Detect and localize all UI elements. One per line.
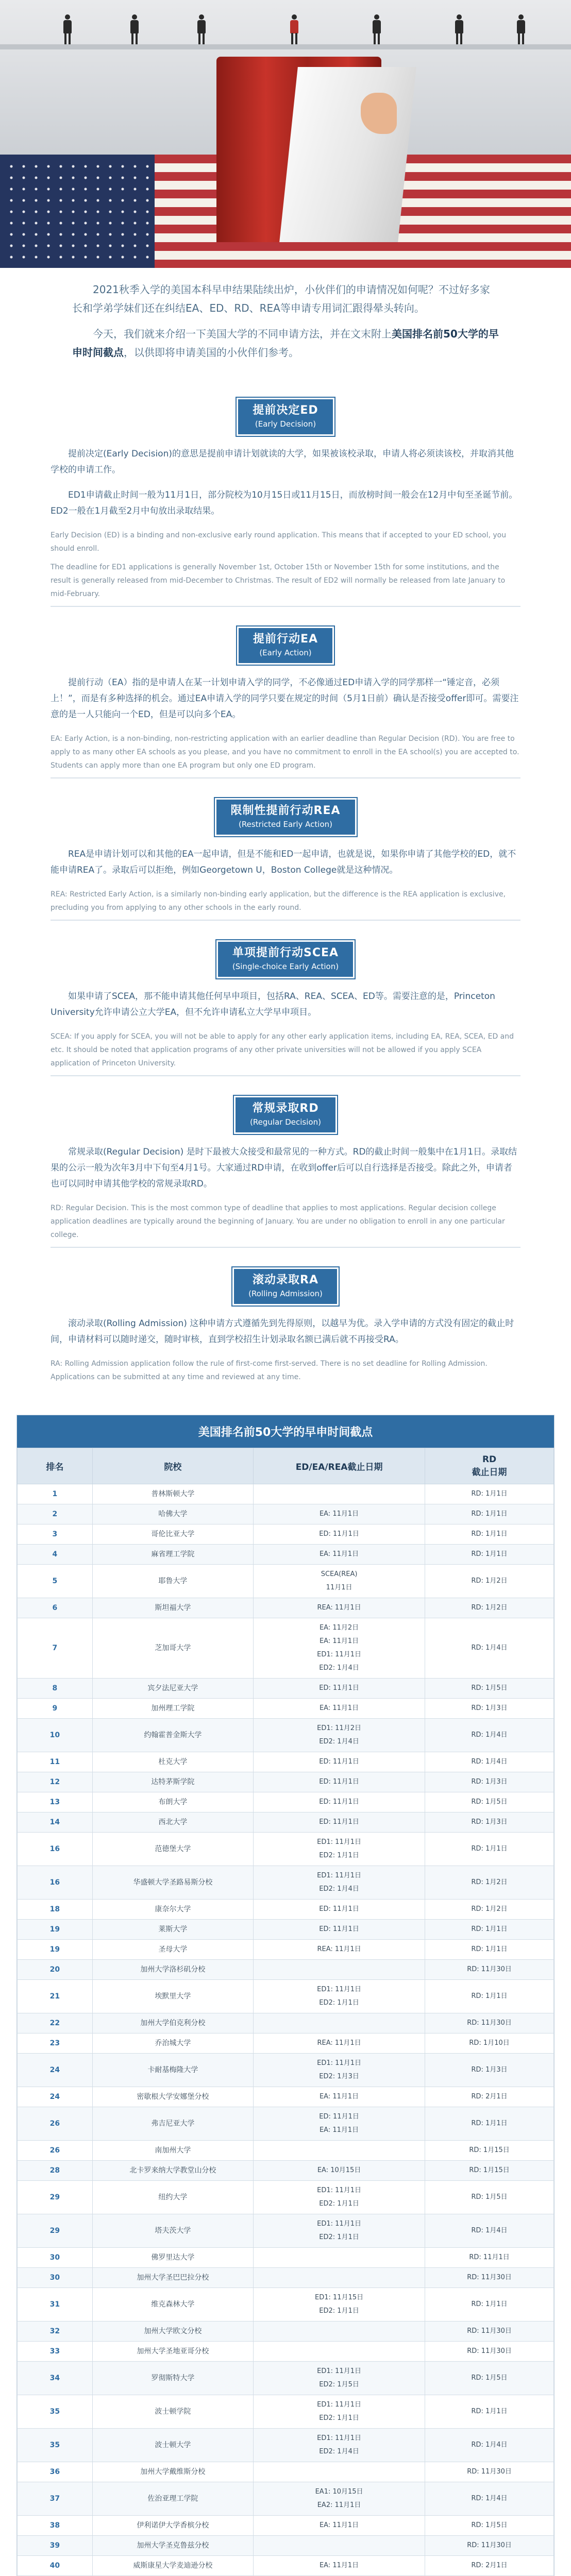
table-row bbox=[18, 1920, 554, 1940]
cell-school: 密歇根大学安娜堡分校 bbox=[92, 2087, 253, 2107]
table-row bbox=[18, 1960, 554, 1980]
section-en-paragraph: RD: Regular Decision. This is the most common type of deadline that applies to most applications. Regular decision college application deadlines are typically around the beginning of January. You are under no obligation to enroll in any one particular college. bbox=[51, 1204, 505, 1239]
cell-rank: 8 bbox=[18, 1679, 93, 1699]
section-tag bbox=[231, 1266, 340, 1307]
cell-rank: 4 bbox=[18, 1545, 93, 1565]
table-row bbox=[18, 1833, 554, 1866]
cell-rank: 26 bbox=[18, 2107, 93, 2141]
cell-early-deadline bbox=[254, 2248, 425, 2268]
table-header-row bbox=[18, 1448, 554, 1484]
section-rd bbox=[35, 1095, 536, 1253]
section-en-paragraph: The deadline for ED1 applications is generally November 1st, October 15th or November 15th for some institutions, and the result is generally released from mid-December to Christmas. The result of ED2 will normally be released from late January to mid-February. bbox=[51, 563, 506, 598]
cell-rank: 13 bbox=[18, 1792, 93, 1812]
us-flag-stars-icon bbox=[5, 161, 149, 262]
cell-rank: 3 bbox=[18, 1524, 93, 1545]
table-row bbox=[18, 2013, 554, 2033]
cell-school: 加州理工学院 bbox=[92, 1699, 253, 1719]
table-row bbox=[18, 1866, 554, 1900]
cell-school: 斯坦福大学 bbox=[92, 1598, 253, 1618]
cell-school: 华盛顿大学圣路易斯分校 bbox=[92, 1866, 253, 1900]
cell-rd-deadline: RD: 1月15日 bbox=[425, 2161, 554, 2181]
cell-rd-deadline: RD: 1月5日 bbox=[425, 2181, 554, 2214]
cell-rd-deadline: RD: 1月1日 bbox=[425, 1940, 554, 1960]
divider bbox=[51, 920, 520, 921]
cell-rd-deadline: RD: 1月5日 bbox=[425, 1792, 554, 1812]
table-row bbox=[18, 2516, 554, 2536]
cell-rd-deadline: RD: 1月2日 bbox=[425, 1565, 554, 1598]
cell-early-deadline: ED1: 11月1日 ED2: 1月4日 bbox=[254, 1866, 425, 1900]
hero-ledge bbox=[0, 44, 571, 49]
cell-rank: 20 bbox=[18, 1960, 93, 1980]
col-header-rank: 排名 bbox=[18, 1448, 93, 1484]
intro-p2-pre: 今天，我们就来介绍一下美国大学的不同申请方法，并在文末附上 bbox=[93, 328, 392, 340]
cell-early-deadline: ED: 11月1日 bbox=[254, 1920, 425, 1940]
cell-rd-deadline: RD: 11月30日 bbox=[425, 2321, 554, 2342]
section-cn-paragraph: 滚动录取(Rolling Admission) 这种申请方式遵循先到先得原则，以越早为优。录入学申请的方式没有固定的截止时间，申请材料可以随时递交，随时审核，直到学校招生计划录取名额已满后就不再接受RA。 bbox=[51, 1318, 514, 1345]
hero-illustration bbox=[0, 0, 571, 268]
cell-rank: 29 bbox=[18, 2214, 93, 2248]
table-row bbox=[18, 2288, 554, 2321]
section-ra bbox=[35, 1266, 536, 1394]
cell-school: 加州大学伯克利分校 bbox=[92, 2013, 253, 2033]
cell-school: 加州大学戴维斯分校 bbox=[92, 2462, 253, 2482]
figure-icon bbox=[371, 14, 382, 44]
cell-early-deadline: ED: 11月1日 bbox=[254, 1524, 425, 1545]
cell-rank: 16 bbox=[18, 1833, 93, 1866]
cell-rd-deadline: RD: 1月1日 bbox=[425, 1504, 554, 1524]
cell-rank: 18 bbox=[18, 1900, 93, 1920]
table-row bbox=[18, 1618, 554, 1679]
table-row bbox=[18, 1679, 554, 1699]
table-row bbox=[18, 2536, 554, 2556]
cell-early-deadline: ED1: 11月1日 ED2: 1月1日 bbox=[254, 2181, 425, 2214]
cell-rank: 2 bbox=[18, 1504, 93, 1524]
cell-school: 伊利诺伊大学香槟分校 bbox=[92, 2516, 253, 2536]
cell-rank: 36 bbox=[18, 2462, 93, 2482]
section-en-title: (Single-choice Early Action) bbox=[232, 962, 339, 971]
cell-rank: 5 bbox=[18, 1565, 93, 1598]
cell-school: 加州大学圣地亚哥分校 bbox=[92, 2342, 253, 2362]
cell-rank: 37 bbox=[18, 2482, 93, 2516]
table-row bbox=[18, 1524, 554, 1545]
cell-school: 波士顿学院 bbox=[92, 2395, 253, 2429]
table-row bbox=[18, 1792, 554, 1812]
cell-rd-deadline: RD: 1月15日 bbox=[425, 2141, 554, 2161]
figure-icon bbox=[196, 14, 207, 44]
cell-school: 加州大学洛杉矶分校 bbox=[92, 1960, 253, 1980]
cell-early-deadline: REA: 11月1日 bbox=[254, 2033, 425, 2054]
cell-rank: 35 bbox=[18, 2429, 93, 2462]
cell-rd-deadline: RD: 1月2日 bbox=[425, 1598, 554, 1618]
cell-rd-deadline: RD: 1月10日 bbox=[425, 2033, 554, 2054]
table-row bbox=[18, 1504, 554, 1524]
cell-rd-deadline: RD: 1月5日 bbox=[425, 2362, 554, 2395]
cell-rank: 26 bbox=[18, 2141, 93, 2161]
cell-early-deadline: EA1: 10月15日 EA2: 11月1日 bbox=[254, 2482, 425, 2516]
cell-rank: 10 bbox=[18, 1719, 93, 1752]
cell-rd-deadline: RD: 1月1日 bbox=[425, 1484, 554, 1504]
cell-rd-deadline: RD: 1月4日 bbox=[425, 1719, 554, 1752]
cell-early-deadline: ED: 11月1日 bbox=[254, 1900, 425, 1920]
cell-rank: 6 bbox=[18, 1598, 93, 1618]
section-en-title: (Regular Decision) bbox=[250, 1117, 321, 1127]
section-cn-paragraph: REA是申请计划可以和其他的EA一起申请，但是不能和ED一起申请，也就是说，如果你申请了其他学校的ED，就不能申请REA了。录取后可以拒绝，例如Georgetown U，Boston College就是这种情况。 bbox=[51, 849, 516, 875]
section-cn-title: 限制性提前行动REA bbox=[230, 804, 341, 817]
col-header-school: 院校 bbox=[92, 1448, 253, 1484]
cell-rd-deadline: RD: 1月1日 bbox=[425, 1980, 554, 2013]
cell-school: 布朗大学 bbox=[92, 1792, 253, 1812]
section-cn-paragraph: 常规录取(Regular Decision) 是时下最被大众接受和最常见的一种方式。RD的截止时间一般集中在1月1日。录取结果的公示一般为次年3月中下旬至4月1号。大家通过RD申请，在收到offer后可以自行选择是否接受。除此之外，申请者也可以同时申请其他学校的常规录取RD。 bbox=[51, 1147, 517, 1189]
cell-early-deadline bbox=[254, 2013, 425, 2033]
cell-early-deadline bbox=[254, 2462, 425, 2482]
cell-school: 莱斯大学 bbox=[92, 1920, 253, 1940]
cell-early-deadline: EA: 11月1日 bbox=[254, 1504, 425, 1524]
cell-early-deadline bbox=[254, 2342, 425, 2362]
section-cn-title: 滚动录取RA bbox=[253, 1274, 318, 1286]
cell-school: 南加州大学 bbox=[92, 2141, 253, 2161]
cell-rd-deadline: RD: 1月3日 bbox=[425, 2054, 554, 2087]
cell-rd-deadline: RD: 1月3日 bbox=[425, 1812, 554, 1833]
cell-school: 普林斯顿大学 bbox=[92, 1484, 253, 1504]
cell-rank: 16 bbox=[18, 1866, 93, 1900]
cell-school: 耶鲁大学 bbox=[92, 1565, 253, 1598]
section-en-paragraph: EA: Early Action, is a non-binding, non-restricting application with an earlier deadline than Regular Decision (RD). You are free to apply to as many other EA schools as you please, and you have no commitment to enroll in the EA school(s) you are accepted to. Students can apply more than one EA program but only one ED program. bbox=[51, 735, 519, 770]
cell-early-deadline: ED1: 11月15日 ED2: 1月1日 bbox=[254, 2288, 425, 2321]
cell-school: 加州大学圣克鲁兹分校 bbox=[92, 2536, 253, 2556]
cell-early-deadline: ED1: 11月1日 ED2: 1月5日 bbox=[254, 2362, 425, 2395]
cell-early-deadline: ED: 11月1日 bbox=[254, 1812, 425, 1833]
cell-early-deadline: ED: 11月1日 EA: 11月1日 bbox=[254, 2107, 425, 2141]
table-row bbox=[18, 2087, 554, 2107]
section-tag bbox=[236, 397, 335, 437]
figure-icon bbox=[515, 14, 527, 44]
table-row bbox=[18, 1752, 554, 1772]
cell-rd-deadline: RD: 11月30日 bbox=[425, 2268, 554, 2288]
section-en-paragraph: REA: Restricted Early Action, is a similarly non-binding early application, but the difference is the REA application is exclusive, precluding you from applying to any other schools in the early round. bbox=[51, 890, 506, 912]
cell-school: 纽约大学 bbox=[92, 2181, 253, 2214]
cell-school: 约翰霍普金斯大学 bbox=[92, 1719, 253, 1752]
section-tag bbox=[214, 797, 358, 837]
cell-early-deadline: ED1: 11月2日 ED2: 1月4日 bbox=[254, 1719, 425, 1752]
deadline-table bbox=[16, 1415, 555, 2576]
figure-icon bbox=[454, 14, 465, 44]
table-row bbox=[18, 1545, 554, 1565]
table-row bbox=[18, 2362, 554, 2395]
cell-school: 达特茅斯学院 bbox=[92, 1772, 253, 1792]
cell-rank: 7 bbox=[18, 1618, 93, 1679]
section-ea bbox=[35, 625, 536, 784]
cell-rank: 21 bbox=[18, 1980, 93, 2013]
cell-school: 佐治亚理工学院 bbox=[92, 2482, 253, 2516]
cell-rd-deadline: RD: 1月4日 bbox=[425, 1618, 554, 1679]
cell-school: 宾夕法尼亚大学 bbox=[92, 1679, 253, 1699]
cell-rank: 40 bbox=[18, 2556, 93, 2576]
cell-rank: 19 bbox=[18, 1940, 93, 1960]
table-row bbox=[18, 2033, 554, 2054]
table-row bbox=[18, 1900, 554, 1920]
cell-early-deadline: EA: 11月1日 bbox=[254, 2516, 425, 2536]
cell-rank: 28 bbox=[18, 2161, 93, 2181]
table-body bbox=[18, 1484, 554, 2576]
table-row bbox=[18, 2556, 554, 2576]
cell-rank: 33 bbox=[18, 2342, 93, 2362]
table-row bbox=[18, 2054, 554, 2087]
cell-rd-deadline: RD: 1月1日 bbox=[425, 2395, 554, 2429]
table-row bbox=[18, 2248, 554, 2268]
col-header-rd-deadline: RD 截止日期 bbox=[425, 1448, 554, 1484]
cell-rank: 34 bbox=[18, 2362, 93, 2395]
cell-school: 北卡罗来纳大学教堂山分校 bbox=[92, 2161, 253, 2181]
cell-rd-deadline: RD: 1月4日 bbox=[425, 1752, 554, 1772]
section-cn-title: 提前决定ED bbox=[253, 404, 318, 417]
section-tag bbox=[233, 1095, 338, 1135]
cell-early-deadline: EA: 11月1日 bbox=[254, 2556, 425, 2576]
cell-early-deadline: EA: 11月1日 bbox=[254, 1545, 425, 1565]
cell-rd-deadline: RD: 11月30日 bbox=[425, 2536, 554, 2556]
table-row bbox=[18, 2214, 554, 2248]
table-row bbox=[18, 1484, 554, 1504]
cell-early-deadline: EA: 10月15日 bbox=[254, 2161, 425, 2181]
cell-rd-deadline: RD: 11月1日 bbox=[425, 2248, 554, 2268]
section-ed bbox=[35, 397, 536, 612]
figure-icon bbox=[62, 14, 73, 44]
cell-rd-deadline: RD: 11月30日 bbox=[425, 1960, 554, 1980]
intro-p2-bold: 美国排名前50大学的早申时间截点 bbox=[72, 328, 499, 359]
section-scea bbox=[35, 939, 536, 1081]
cell-rank: 19 bbox=[18, 1920, 93, 1940]
cell-rd-deadline: RD: 11月30日 bbox=[425, 2013, 554, 2033]
cell-school: 塔夫茨大学 bbox=[92, 2214, 253, 2248]
cell-early-deadline bbox=[254, 1484, 425, 1504]
table-row bbox=[18, 1772, 554, 1792]
cell-rank: 30 bbox=[18, 2248, 93, 2268]
section-cn-title: 单项提前行动SCEA bbox=[232, 946, 339, 959]
cell-rank: 30 bbox=[18, 2268, 93, 2288]
cell-rd-deadline: RD: 1月1日 bbox=[425, 1833, 554, 1866]
divider bbox=[51, 606, 520, 607]
cell-early-deadline: ED: 11月1日 bbox=[254, 1772, 425, 1792]
cell-early-deadline: REA: 11月1日 bbox=[254, 1940, 425, 1960]
cell-rd-deadline: RD: 1月1日 bbox=[425, 1920, 554, 1940]
cell-rd-deadline: RD: 1月5日 bbox=[425, 1679, 554, 1699]
cell-rank: 38 bbox=[18, 2516, 93, 2536]
intro-p2-post: ，以供即将申请美国的小伙伴们参考。 bbox=[124, 346, 299, 359]
cell-rank: 23 bbox=[18, 2033, 93, 2054]
figure-red-icon bbox=[289, 14, 300, 44]
cell-rd-deadline: RD: 1月4日 bbox=[425, 2214, 554, 2248]
cell-school: 加州大学圣巴巴拉分校 bbox=[92, 2268, 253, 2288]
intro-paragraph-1: 2021秋季入学的美国本科早申结果陆续出炉，小伙伴们的申请情况如何呢？不过好多家长和学弟学妹们还在纠结EA、ED、RD、REA等申请专用词汇跟得晕头转向。 bbox=[72, 283, 490, 314]
cell-early-deadline bbox=[254, 2321, 425, 2342]
intro-paragraph-2 bbox=[72, 325, 499, 362]
cell-early-deadline bbox=[254, 2141, 425, 2161]
section-cn-paragraph: 如果申请了SCEA，那不能申请其他任何早申项目，包括RA、REA、SCEA、ED等。需要注意的是，Princeton University允许申请公立大学EA，但不允许申请私立大学早申项目。 bbox=[51, 991, 495, 1018]
cell-early-deadline: REA: 11月1日 bbox=[254, 1598, 425, 1618]
cell-early-deadline bbox=[254, 1960, 425, 1980]
cell-early-deadline bbox=[254, 2536, 425, 2556]
cell-early-deadline: EA: 11月1日 bbox=[254, 1699, 425, 1719]
section-en-title: (Rolling Admission) bbox=[248, 1289, 323, 1298]
section-en-paragraph: Early Decision (ED) is a binding and non-exclusive early round application. This means that if accepted to your ED school, you should enroll. bbox=[51, 531, 507, 553]
cell-early-deadline: ED1: 11月1日 ED2: 1月1日 bbox=[254, 1980, 425, 2013]
cell-rank: 31 bbox=[18, 2288, 93, 2321]
cell-early-deadline: ED: 11月1日 bbox=[254, 1752, 425, 1772]
cell-rd-deadline: RD: 1月3日 bbox=[425, 1772, 554, 1792]
section-en-title: (Restricted Early Action) bbox=[239, 820, 332, 829]
cell-rd-deadline: RD: 11月30日 bbox=[425, 2462, 554, 2482]
divider bbox=[51, 1247, 520, 1248]
cell-rd-deadline: RD: 2月1日 bbox=[425, 2087, 554, 2107]
cell-rd-deadline: RD: 11月30日 bbox=[425, 2342, 554, 2362]
cell-school: 弗吉尼亚大学 bbox=[92, 2107, 253, 2141]
section-en-title: (Early Action) bbox=[259, 648, 312, 657]
section-cn-title: 常规录取RD bbox=[252, 1102, 319, 1115]
divider bbox=[51, 777, 520, 778]
table-row bbox=[18, 1598, 554, 1618]
cell-early-deadline: ED1: 11月1日 ED2: 1月1日 bbox=[254, 2214, 425, 2248]
table-row bbox=[18, 2342, 554, 2362]
cell-rank: 29 bbox=[18, 2181, 93, 2214]
figure-icon bbox=[129, 14, 140, 44]
cell-early-deadline: ED1: 11月1日 ED2: 1月1日 bbox=[254, 1833, 425, 1866]
cell-early-deadline: ED1: 11月1日 ED2: 1月3日 bbox=[254, 2054, 425, 2087]
cell-school: 麻省理工学院 bbox=[92, 1545, 253, 1565]
cell-rd-deadline: RD: 1月5日 bbox=[425, 2516, 554, 2536]
cell-school: 乔治城大学 bbox=[92, 2033, 253, 2054]
table-row bbox=[18, 1565, 554, 1598]
cell-early-deadline: SCEA(REA) 11月1日 bbox=[254, 1565, 425, 1598]
cell-rank: 9 bbox=[18, 1699, 93, 1719]
table-row bbox=[18, 1940, 554, 1960]
cell-school: 波士顿大学 bbox=[92, 2429, 253, 2462]
cell-school: 罗彻斯特大学 bbox=[92, 2362, 253, 2395]
table-row bbox=[18, 2161, 554, 2181]
cell-rank: 39 bbox=[18, 2536, 93, 2556]
table-row bbox=[18, 2482, 554, 2516]
table-row bbox=[18, 2462, 554, 2482]
cell-school: 佛罗里达大学 bbox=[92, 2248, 253, 2268]
cell-rank: 14 bbox=[18, 1812, 93, 1833]
table-row bbox=[18, 2268, 554, 2288]
cell-school: 范德堡大学 bbox=[92, 1833, 253, 1866]
table-row bbox=[18, 2321, 554, 2342]
cell-early-deadline: EA: 11月1日 bbox=[254, 2087, 425, 2107]
cell-school: 埃默里大学 bbox=[92, 1980, 253, 2013]
cell-early-deadline: ED: 11月1日 bbox=[254, 1792, 425, 1812]
table-row bbox=[18, 1980, 554, 2013]
table-row bbox=[18, 1719, 554, 1752]
cell-rd-deadline: RD: 1月1日 bbox=[425, 2107, 554, 2141]
cell-rank: 35 bbox=[18, 2395, 93, 2429]
table-row bbox=[18, 2141, 554, 2161]
cell-school: 卡耐基梅隆大学 bbox=[92, 2054, 253, 2087]
cell-rd-deadline: RD: 1月2日 bbox=[425, 1900, 554, 1920]
table-row bbox=[18, 1699, 554, 1719]
cell-school: 威斯康星大学麦迪逊分校 bbox=[92, 2556, 253, 2576]
cell-rank: 24 bbox=[18, 2054, 93, 2087]
section-cn-paragraph: ED1申请截止时间一般为11月1日，部分院校为10月15日或11月15日，而放榜时间一般会在12月中旬至圣诞节前。ED2一般在1月截至2月中旬放出录取结果。 bbox=[51, 490, 518, 516]
table-row bbox=[18, 2429, 554, 2462]
cell-rd-deadline: RD: 1月4日 bbox=[425, 2482, 554, 2516]
cell-early-deadline bbox=[254, 2268, 425, 2288]
cell-rank: 32 bbox=[18, 2321, 93, 2342]
cell-rank: 22 bbox=[18, 2013, 93, 2033]
section-cn-title: 提前行动EA bbox=[253, 633, 318, 646]
cell-rd-deadline: RD: 1月1日 bbox=[425, 1545, 554, 1565]
cell-rd-deadline: RD: 1月2日 bbox=[425, 1866, 554, 1900]
section-en-title: (Early Decision) bbox=[255, 419, 316, 429]
table-row bbox=[18, 1812, 554, 1833]
table-title: 美国排名前50大学的早申时间截点 bbox=[17, 1415, 554, 1448]
white-cloth bbox=[279, 67, 416, 242]
cell-early-deadline: ED: 11月1日 bbox=[254, 1679, 425, 1699]
section-tag bbox=[236, 625, 335, 666]
cell-school: 康奈尔大学 bbox=[92, 1900, 253, 1920]
sections bbox=[0, 397, 571, 1394]
table-row bbox=[18, 2107, 554, 2141]
cell-rank: 11 bbox=[18, 1752, 93, 1772]
hand-icon bbox=[361, 93, 397, 134]
section-en-paragraph: SCEA: If you apply for SCEA, you will not be able to apply for any other early application items, including EA, REA, SCEA, ED and etc. It should be noted that application programs of any other private universities will not be allowed if you apply SCEA application of Princeton University. bbox=[51, 1032, 514, 1067]
section-rea bbox=[35, 797, 536, 926]
cell-school: 西北大学 bbox=[92, 1812, 253, 1833]
section-cn-paragraph: 提前行动（EA）指的是申请人在某一计划申请入学的同学，不必像通过ED申请入学的同学那样一“锤定音，必须上！”，而是有多种选择的机会。通过EA申请入学的同学只要在规定的时间（5月1日前）确认是否接受offer即可。需要注意的是一人只能向一个ED，但是可以向多个EA。 bbox=[51, 677, 519, 720]
cell-rd-deadline: RD: 1月3日 bbox=[425, 1699, 554, 1719]
section-en-paragraph: RA: Rolling Admission application follow the rule of first-come first-served. There is no set deadline for Rolling Admission. Applications can be submitted at any time and reviewed at any time. bbox=[51, 1360, 488, 1381]
cell-rd-deadline: RD: 1月4日 bbox=[425, 2429, 554, 2462]
cell-rank: 24 bbox=[18, 2087, 93, 2107]
cell-early-deadline: EA: 11月2日 EA: 11月1日 ED1: 11月1日 ED2: 1月4日 bbox=[254, 1618, 425, 1679]
deadline-table-grid bbox=[17, 1448, 554, 2576]
cell-school: 哥伦比亚大学 bbox=[92, 1524, 253, 1545]
divider bbox=[51, 1075, 520, 1076]
cell-school: 维克森林大学 bbox=[92, 2288, 253, 2321]
cell-school: 加州大学欧文分校 bbox=[92, 2321, 253, 2342]
cell-rd-deadline: RD: 2月1日 bbox=[425, 2556, 554, 2576]
cell-rank: 12 bbox=[18, 1772, 93, 1792]
cell-rd-deadline: RD: 1月1日 bbox=[425, 2288, 554, 2321]
cell-early-deadline: ED1: 11月1日 ED2: 1月4日 bbox=[254, 2429, 425, 2462]
table-row bbox=[18, 2181, 554, 2214]
section-tag bbox=[215, 939, 356, 979]
cell-rd-deadline: RD: 1月1日 bbox=[425, 1524, 554, 1545]
intro bbox=[0, 268, 571, 383]
col-header-early-deadline: ED/EA/REA截止日期 bbox=[254, 1448, 425, 1484]
cell-school: 圣母大学 bbox=[92, 1940, 253, 1960]
cell-school: 哈佛大学 bbox=[92, 1504, 253, 1524]
cell-school: 芝加哥大学 bbox=[92, 1618, 253, 1679]
cell-early-deadline: ED1: 11月1日 ED2: 1月1日 bbox=[254, 2395, 425, 2429]
cell-school: 杜克大学 bbox=[92, 1752, 253, 1772]
section-cn-paragraph: 提前决定(Early Decision)的意思是提前申请计划就读的大学，如果被该校录取，申请人将必须读该校，并取消其他学校的申请工作。 bbox=[51, 449, 514, 475]
table-row bbox=[18, 2395, 554, 2429]
cell-rank: 1 bbox=[18, 1484, 93, 1504]
